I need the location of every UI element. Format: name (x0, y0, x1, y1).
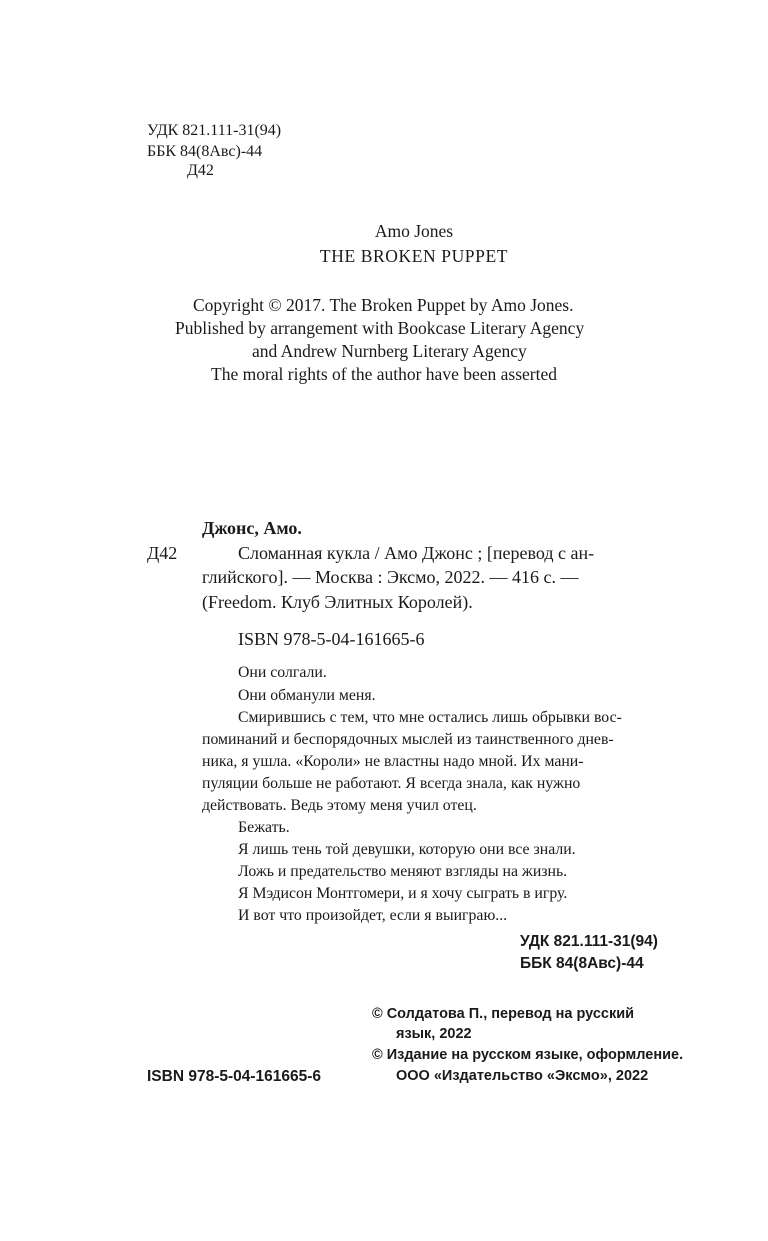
copyright-translation: © Солдатова П., перевод на русский (372, 1006, 635, 1022)
annotation-line: Они обманули меня. (238, 687, 376, 704)
copyright-edition: © Издание на русском языке, оформление. (372, 1047, 684, 1063)
udk-top: УДК 821.111-31(94) (147, 122, 282, 139)
annotation-line: Смирившись с тем, что мне остались лишь обрывки вос- (238, 709, 622, 726)
catalog-description-line: Сломанная кукла / Амо Джонс ; [перевод с ан- (238, 543, 595, 563)
catalog-description-line: глийского]. — Москва : Эксмо, 2022. — 416 с. — (202, 567, 579, 587)
copyright-line: Published by arrangement with Bookcase Literary Agency (175, 318, 585, 338)
copyright-publisher: ООО «Издательство «Эксмо», 2022 (396, 1068, 649, 1084)
bbk-top: ББК 84(8Авс)-44 (147, 143, 263, 160)
isbn-bottom: ISBN 978-5-04-161665-6 (147, 1068, 322, 1085)
copyright-line: The moral rights of the author have been asserted (211, 364, 557, 384)
catalog-author: Джонс, Амо. (202, 518, 302, 538)
udk-bottom: УДК 821.111-31(94) (520, 933, 658, 950)
annotation-line: поминаний и беспорядочных мыслей из таинственного днев- (202, 731, 614, 748)
annotation-line: И вот что произойдет, если я выиграю... (238, 907, 508, 924)
annotation-line: действовать. Ведь этому меня учил отец. (202, 797, 477, 814)
catalog-author-sign: Д42 (147, 543, 178, 563)
author-sign-top: Д42 (187, 162, 214, 179)
annotation-line: ника, я ушла. «Короли» не властны надо мной. Их мани- (202, 753, 584, 770)
bbk-bottom: ББК 84(8Авс)-44 (520, 955, 644, 972)
catalog-isbn: ISBN 978-5-04-161665-6 (238, 629, 425, 649)
copyright-line: Copyright © 2017. The Broken Puppet by Amo Jones. (193, 295, 574, 315)
annotation-line: Ложь и предательство меняют взгляды на жизнь. (238, 863, 568, 880)
annotation-line: Они солгали. (238, 664, 327, 681)
title-english: THE BROKEN PUPPET (319, 246, 509, 266)
copyright-translation-cont: язык, 2022 (396, 1026, 472, 1042)
copyright-line: and Andrew Nurnberg Literary Agency (252, 341, 527, 361)
annotation-line: Я Мэдисон Монтгомери, и я хочу сыграть в игру. (238, 885, 568, 902)
annotation-line: Бежать. (238, 819, 290, 836)
author-english: Amo Jones (374, 221, 454, 241)
annotation-line: пуляции больше не работают. Я всегда знала, как нужно (202, 775, 581, 792)
catalog-description-line: (Freedom. Клуб Элитных Королей). (202, 592, 473, 612)
annotation-line: Я лишь тень той девушки, которую они все знали. (238, 841, 576, 858)
